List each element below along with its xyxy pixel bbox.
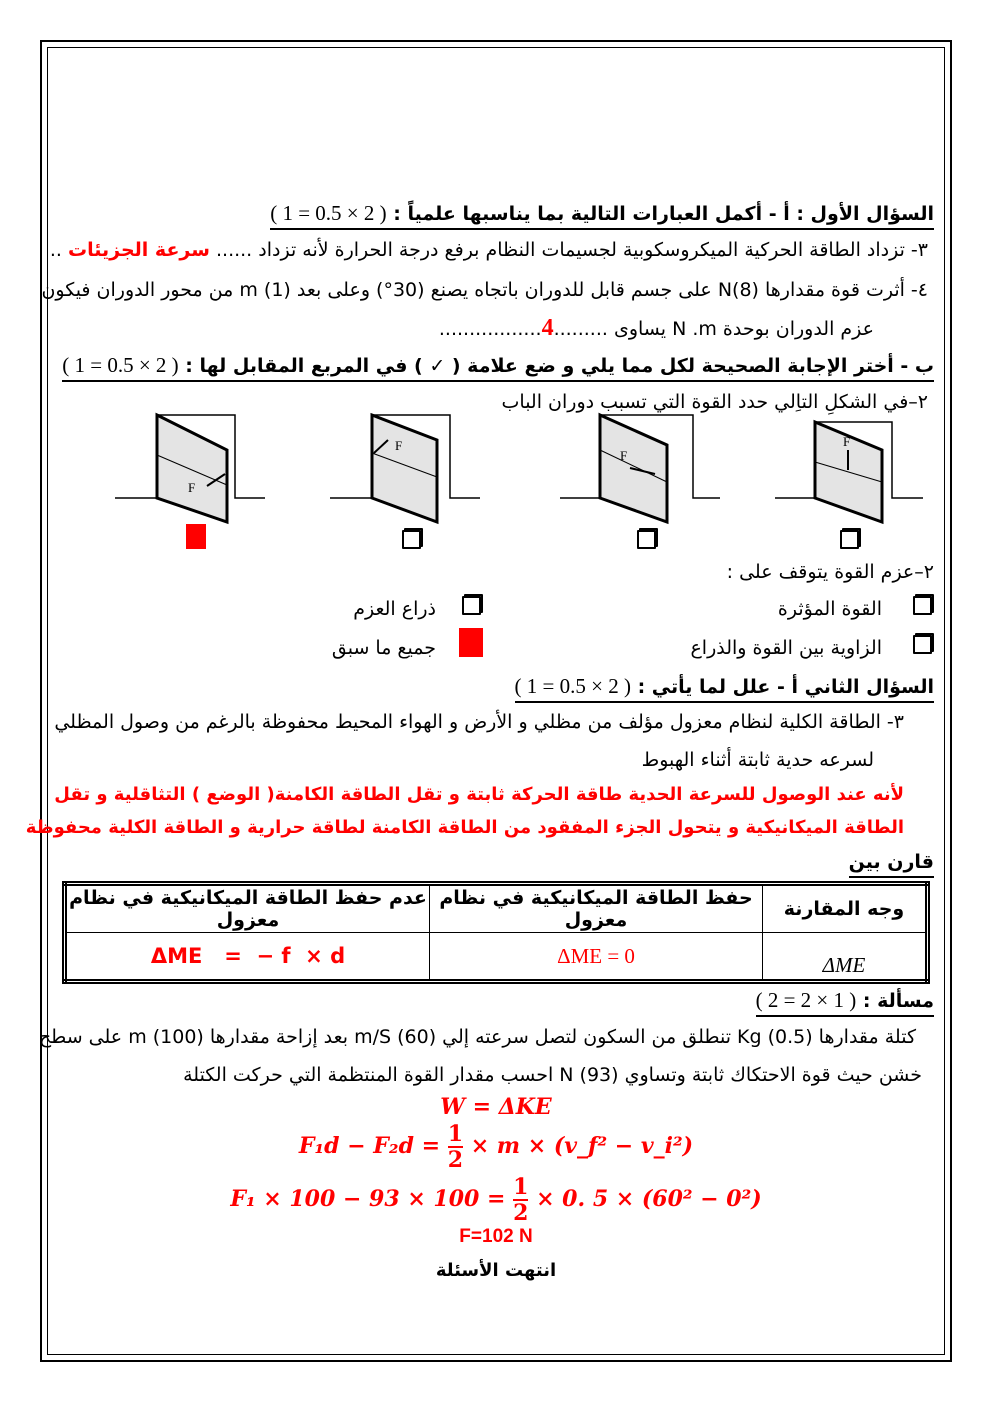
door-figure-1	[115, 410, 270, 530]
compare-title: قارن بين	[849, 849, 934, 878]
table-header-cell: عدم حفظ الطاقة الميكانيكية في نظام معزول	[65, 884, 430, 933]
equation-general-left: F₁d − F₂d =	[298, 1133, 441, 1159]
door-figure-2	[330, 410, 485, 530]
door-option-3-checkbox[interactable]	[637, 530, 656, 549]
option-applied-force: القوة المؤثرة	[777, 598, 882, 620]
q2-item3-line2: لسرعه حدية ثابتة أثناء الهبوط	[641, 749, 874, 771]
equation-substituted-left: F₁ × 100 − 93 × 100 =	[230, 1186, 506, 1212]
q1-item4-answer: 4	[541, 315, 554, 341]
equation-general	[0, 1122, 992, 1172]
equation-substituted	[0, 1175, 992, 1225]
equation-work-energy: W = ΔKE	[440, 1094, 552, 1120]
door-force-label: F	[843, 434, 851, 449]
q2-item3-line1: ٣- الطاقة الكلية لنظام معزول مؤلف من مظلي و الأرض و الهواء المحيط محفوظة بالرغم من وصول المظلي	[54, 711, 904, 733]
q1-item3-tail: ..	[49, 239, 62, 261]
end-of-questions: انتهت الأسئلة	[435, 1260, 557, 1281]
partb-marks: ( 2 × 0.5 = 1 )	[62, 353, 179, 377]
door-option-2-checkbox[interactable]	[402, 530, 421, 549]
problem-header	[756, 987, 934, 1017]
option-checkbox-all-selected[interactable]	[459, 628, 483, 657]
option-moment-arm: ذراع العزم	[353, 598, 436, 620]
option-checkbox-angle[interactable]	[913, 635, 932, 654]
q2-answer-line1: لأنه عند الوصول للسرعة الحدية طاقة الحركة ثابتة و تقل الطاقة الكامنة( الوضع ) التثاقلية و تقل	[54, 784, 904, 805]
option-checkbox-applied-force[interactable]	[913, 596, 932, 615]
fraction-denominator: 2	[447, 1147, 464, 1173]
q1-header-text: السؤال الأول : أ - أكمل العبارات التالية بما يناسبها علمياً :	[393, 203, 934, 225]
table-header-cell: حفظ الطاقة الميكانيكية في نظام معزول	[430, 884, 763, 933]
fraction-denominator: 2	[513, 1200, 529, 1226]
table-row	[65, 933, 928, 982]
q1-item2-caption: ٢–في الشكلِ التاِلي حدد القوة التي تسبب دوران الباب	[501, 391, 928, 413]
table-cell: ΔME = 0	[430, 933, 763, 982]
problem-line2: خشن حيث قوة الاحتكاك ثابتة وتساوي N (93) احسب مقدار القوة المنتظمة التي حركت الكتلة	[183, 1064, 922, 1086]
fraction-numerator: 1	[513, 1174, 529, 1200]
equation-general-right: × m × (v_f² − v_i²)	[470, 1133, 694, 1159]
partb-header-text: ب - أختر الإجابة الصحيحة لكل مما يلي و ضع علامة ( ✓ ) في المربع المقابل لها :	[185, 355, 934, 377]
door-force-label: F	[395, 438, 403, 453]
q1-partb-header	[62, 352, 934, 382]
q1-marks: ( 2 × 0.5 = 1 )	[270, 201, 387, 225]
q2-header-text: السؤال الثاني أ - علل لما يأتي :	[637, 676, 934, 698]
door-figure-4	[775, 410, 925, 530]
q1-item4-line1: ٤- أثرت قوة مقدارها N(8) على جسم قابل للدوران باتجاه يصنع (30°) وعلى بعد m (1) من محور الدوران فيكون	[41, 279, 928, 301]
q2-answer-line2: الطاقة الميكانيكية و يتحول الجزء المفقود من الطاقة الكامنة لطاقة حرارية و الطاقة الكلية محفوظة	[25, 817, 904, 838]
door-option-1-checkbox-selected[interactable]	[186, 524, 206, 549]
option-angle: الزاوية بين القوة والذراع	[690, 637, 882, 659]
q1-header	[270, 200, 934, 230]
fraction-numerator: 1	[447, 1121, 464, 1147]
problem-marks: ( 1 × 2 = 2 )	[755, 988, 857, 1012]
q2-marks: ( 2 × 0.5 = 1 )	[514, 674, 631, 698]
result-answer: F=102 N	[459, 1226, 533, 1247]
q1-item4-line2	[439, 315, 874, 342]
option-all: جميع ما سبق	[331, 637, 436, 659]
option-checkbox-moment-arm[interactable]	[462, 596, 481, 615]
table-header-cell: وجه المقارنة	[763, 884, 928, 933]
q1-item2b-caption: ٢–عزم القوة يتوقف على :	[726, 561, 934, 583]
fraction-half	[513, 1175, 528, 1225]
comparison-table	[62, 881, 930, 984]
door-option-4-checkbox[interactable]	[840, 530, 859, 549]
q1-item4-text: عزم الدوران بوحدة N .m يساوى .........	[553, 318, 874, 340]
table-cell: ΔME	[763, 933, 928, 982]
table-cell: ΔME = − f × d	[65, 933, 430, 982]
q1-item4-dots: .................	[438, 318, 542, 340]
problem-line1: كتلة مقدارها Kg (0.5) تنطلق من السكون لتصل سرعته إلي m/S (60) بعد إزاحة مقدارها m (100) على سطح	[38, 1026, 916, 1048]
door-force-label: F	[188, 480, 196, 495]
problem-header-text: مسألة :	[862, 990, 934, 1012]
door-figure-3	[560, 410, 720, 530]
q2-header	[515, 673, 934, 703]
equation-substituted-right: × 0. 5 × (60² − 0²)	[536, 1186, 762, 1212]
table-header-row	[65, 884, 928, 933]
door-force-label: F	[620, 448, 628, 463]
fraction-half	[448, 1122, 463, 1172]
q1-item3-text: ٣- تزداد الطاقة الحركية الميكروسكوبية لجسيمات النظام برفع درجة الحرارة لأنه تزداد ......	[215, 239, 928, 261]
q1-item3	[50, 237, 928, 263]
q1-item3-answer: سرعة الجزيئات	[68, 239, 210, 261]
